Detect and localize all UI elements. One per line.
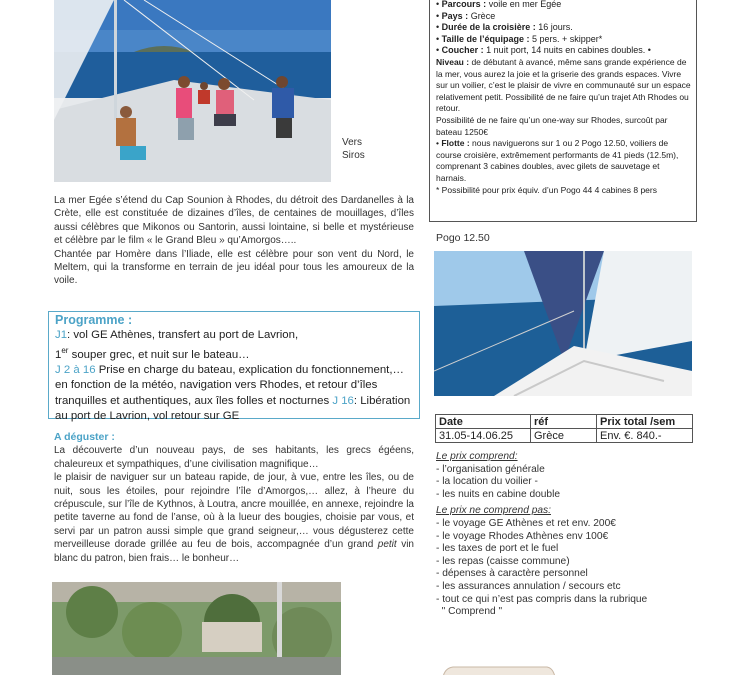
program-day-1 [55, 328, 413, 343]
day-text: Prise en charge du bateau, explication du fonctionnement,… en fonction de la météo, navigation vers Rhodes, et retour d’îles tranquilles et authentiques, aux îles folles et nocturnes [55, 364, 404, 407]
info-label: Coucher : [441, 45, 484, 56]
info-value: 16 jours. [535, 22, 573, 33]
partial-image-edge [443, 664, 555, 675]
table-header: Date [436, 415, 531, 429]
savor-text-part: le plaisir de naviguer sur un bateau rapide, de jour, à vue, entre les îles, ou de nuit, sous les étoiles, pour rejoindre l’île d’Amorgos,… allez, à l’heure du crépuscule, sur l’île de Kythnos, à Loutra, ancre mouillée, en annexe, rejoindre la petite taverne au fond de l’anse, où à la lueur des bougies, choisie par vous, et servi par un patron aussi simple que grand seigneur,… vous dégusterez cette merveilleuse dorade grillée au feu de bois, accompagnée d’un grand [54, 472, 414, 551]
savor-title: A déguster : [54, 431, 115, 443]
sailing-crew-photo [54, 0, 331, 182]
intro-text [54, 194, 414, 288]
list-item: - les repas (caisse commune) [436, 555, 570, 567]
photo-caption [342, 136, 365, 162]
table-header-row [436, 415, 693, 429]
table-cell: Env. €. 840.- [597, 429, 693, 443]
info-label: Parcours : [441, 0, 487, 9]
day-text: souper grec, et nuit sur le bateau… [68, 349, 250, 361]
pogo-sailboat-photo [434, 251, 692, 396]
day-label: J 2 à 16 [55, 364, 96, 377]
info-parcours: • Parcours : voile en mer Egée [436, 0, 562, 9]
list-item: - les assurances annulation / secours etc [436, 580, 621, 592]
info-label: Durée de la croisière : [441, 22, 536, 33]
info-value: voile en mer Egée [486, 0, 562, 9]
info-coucher: • Coucher : 1 nuit port, 14 nuits en cabines doubles. • [436, 45, 651, 56]
intro-paragraph: Chantée par Homère dans l’Iliade, elle est célèbre pour son vent du Nord, le Meltem, qui la transforme en terrain de jeu idéal pour tous les amoureux de la voile. [54, 248, 414, 287]
info-value: de débutant à avancé, même sans grande expérience de la mer, vous aurez la joie et la griserie des grands espaces. Vivre sur un voilier, c’est le plaisir de vivre en communauté sur un espace relativement petit. Possibilité de ne faire qu’un trajet Ath Rhodes ou retour. [436, 56, 691, 114]
info-footnote: * Possibilité pour prix équiv. d’un Pogo 44 4 cabines 8 pers [436, 184, 657, 195]
info-label: Flotte : [441, 138, 470, 149]
program-title: Programme : [55, 313, 133, 327]
harbor-photo [52, 582, 341, 675]
info-pays: • Pays : Grèce [436, 10, 496, 21]
list-item: - dépenses à caractère personnel [436, 568, 588, 580]
list-item: " Comprend " [436, 606, 503, 618]
table-header: réf [531, 415, 597, 429]
info-value: Grèce [468, 10, 496, 21]
caption-line: Vers [342, 137, 363, 148]
day-label: J 16 [332, 394, 354, 407]
program-box [48, 311, 420, 422]
list-item: - le voyage Rhodes Athènes env 100€ [436, 530, 609, 542]
info-taille: • Taille de l’équipage : 5 pers. + skipper* [436, 33, 603, 44]
savor-text [54, 471, 414, 565]
info-flotte: • Flotte : nous naviguerons sur 1 ou 2 Pogo 12.50, voiliers de course croisière, extrêmement performants de 41 pieds (12.5m), comprenant 3 cabines doubles, avec gilets de sauvetage et harnais. [436, 138, 679, 183]
table-row [436, 429, 693, 443]
table-cell: Grèce [531, 429, 597, 443]
info-niveau [436, 57, 691, 115]
info-value: 1 nuit port, 14 nuits en cabines doubles. • [483, 45, 651, 56]
included-title: Le prix comprend: [436, 451, 518, 462]
program-day-1-cont [55, 343, 413, 363]
info-oneway: Possibilité de ne faire qu’un one-way sur Rhodes, surcoût par bateau 1250€ [436, 114, 668, 137]
info-label: Pays : [441, 10, 469, 21]
list-item: - la location du voilier - [436, 476, 538, 488]
savor-section [54, 431, 414, 565]
list-item: - les nuits en cabine double [436, 488, 561, 500]
info-value: nous naviguerons sur 1 ou 2 Pogo 12.50, voiliers de course croisière, extrêmement performants de 41 pieds (12.5m), comprenant 3 cabines doubles, avec gilets de sauvetage et harnais. [436, 138, 679, 183]
info-value: 5 pers. + skipper* [529, 33, 603, 44]
savor-italic: petit [377, 539, 397, 551]
info-label: Niveau : [436, 56, 470, 67]
list-item: - le voyage GE Athènes et ret env. 200€ [436, 517, 616, 529]
day-text: : Libération au port de Lavrion, vol retour sur GE [55, 394, 411, 422]
price-conditions [436, 451, 696, 619]
ordinal-suffix: er [61, 346, 69, 356]
table-header: Prix total /sem [597, 415, 693, 429]
day-text: : vol GE Athènes, transfert au port de Lavrion, [67, 329, 299, 341]
table-cell: 31.05-14.06.25 [436, 429, 531, 443]
savor-text-part: vin blanc du patron, bien frais… le bonheur… [54, 539, 414, 564]
savor-text: La découverte d’un nouveau pays, de ses habitants, les grecs égéens, chaleureux et sympathiques, d’une civilisation magnifique… [54, 445, 414, 470]
excluded-title: Le prix ne comprend pas: [436, 505, 551, 517]
list-item: - tout ce qui n’est pas compris dans la rubrique [436, 593, 648, 605]
trip-info-box [429, 0, 697, 222]
info-label: Taille de l’équipage : [441, 33, 530, 44]
day-label: J1 [55, 329, 68, 341]
intro-paragraph: La mer Egée s’étend du Cap Sounion à Rhodes, du détroit des Dardanelles à la Crète, elle est constituée de dizaines d’îles, de centaines de mouillages, d’îles aussi célèbres que Mikonos ou Santorin, aussi lointaine, si belle et mystérieuse et célèbre par le film « le Grand Bleu » qu’Amorgos….. [54, 195, 414, 247]
list-item: - l’organisation générale [436, 463, 545, 475]
caption-line: Siros [342, 150, 365, 161]
list-item: - les taxes de port et le fuel [436, 543, 559, 555]
pogo-caption: Pogo 12.50 [436, 232, 490, 244]
day-text: 1 [55, 349, 62, 361]
price-table [435, 414, 693, 443]
info-duree: • Durée de la croisière : 16 jours. [436, 22, 573, 33]
program-days-2-16 [55, 363, 413, 424]
